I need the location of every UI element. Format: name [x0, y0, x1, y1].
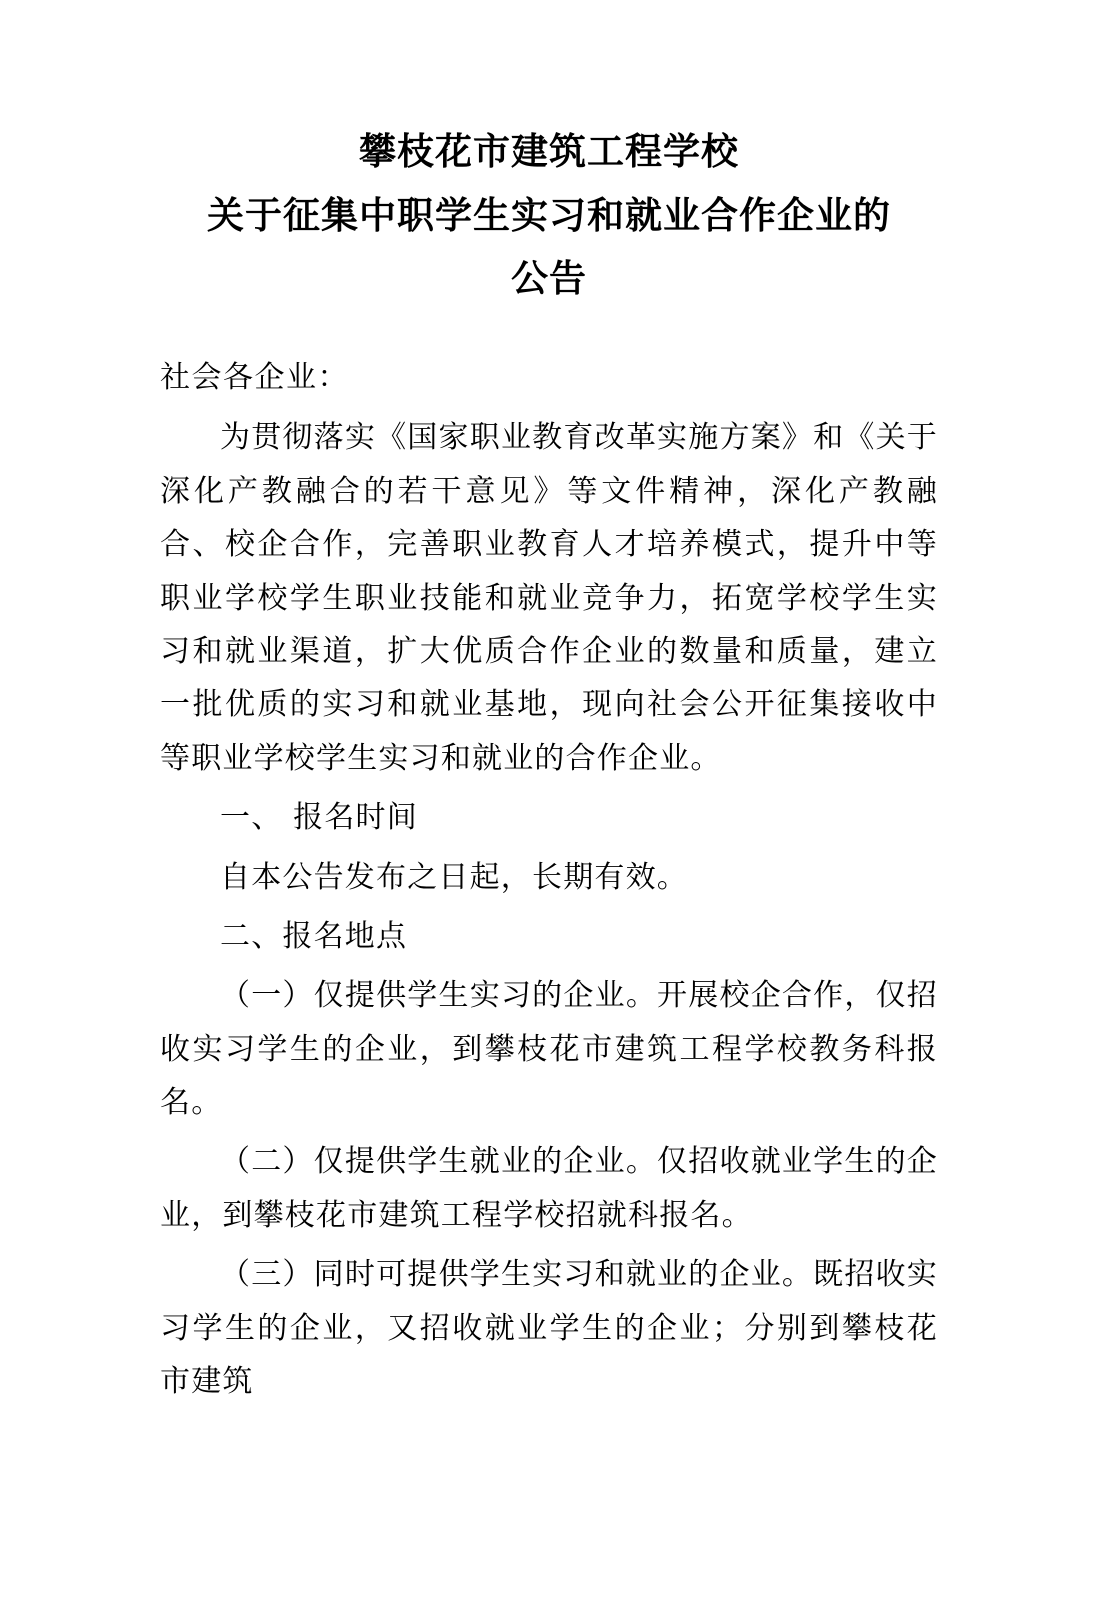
page-title-line-1: 攀枝花市建筑工程学校	[359, 130, 739, 173]
section-2-paragraph-2: （二）仅提供学生就业的企业。仅招收就业学生的企业，到攀枝花市建筑工程学校招就科报名。	[160, 1144, 938, 1233]
document-title-block	[160, 120, 938, 311]
section-2-paragraph-1: （一）仅提供学生实习的企业。开展校企合作，仅招收实习学生的企业，到攀枝花市建筑工程学校教务科报名。	[160, 978, 938, 1121]
intro-paragraph: 为贯彻落实《国家职业教育改革实施方案》和《关于深化产教融合的若干意见》等文件精神，深化产教融合、校企合作，完善职业教育人才培养模式，提升中等职业学校学生职业技能和就业竞争力，拓宽学校学生实习和就业渠道，扩大优质合作企业的数量和质量，建立一批优质的实习和就业基地，现向社会公开征集接收中等职业学校学生实习和就业的合作企业。	[160, 420, 938, 776]
section-heading-1: 一、 报名时间	[220, 800, 418, 836]
salutation: 社会各企业：	[160, 359, 349, 395]
section-heading-2: 二、报名地点	[220, 918, 408, 954]
section-2-paragraph-3: （三）同时可提供学生实习和就业的企业。既招收实习学生的企业，又招收就业学生的企业；分别到攀枝花市建筑	[160, 1257, 938, 1400]
page-title-line-2: 关于征集中职学生实习和就业合作企业的	[207, 193, 891, 237]
page-title-line-3: 公告	[511, 257, 587, 301]
section-1-paragraph-1: 自本公告发布之日起，长期有效。	[220, 859, 688, 895]
